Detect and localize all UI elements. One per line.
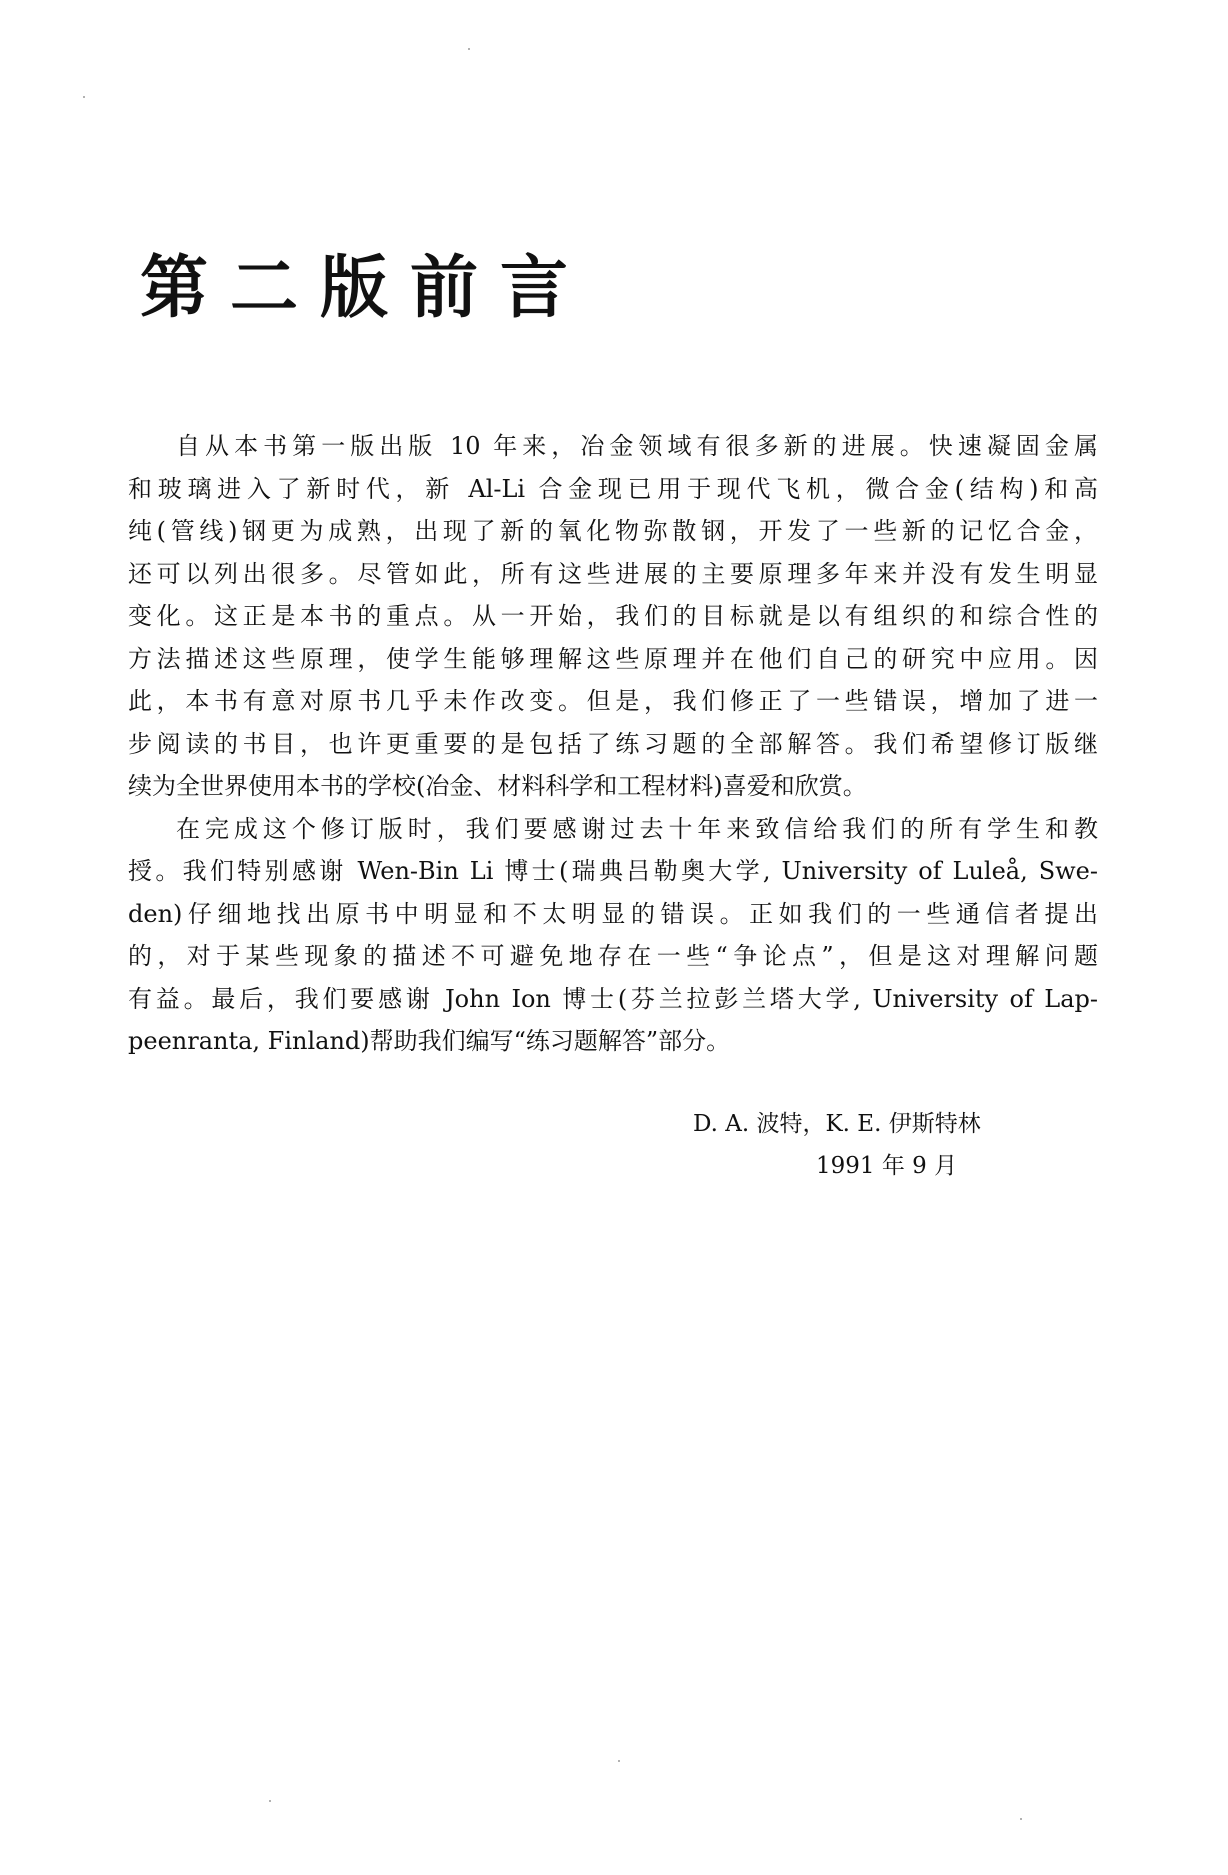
preface-body — [128, 425, 1098, 1063]
scan-speck — [269, 1800, 271, 1802]
scan-speck — [468, 48, 470, 50]
preface-date: 1991 年 9 月 — [816, 1153, 958, 1179]
text-line: 变化。这正是本书的重点。从一开始，我们的目标就是以有组织的和综合性的 — [128, 602, 1098, 630]
text-line: 授。我们特别感谢 Wen-Bin Li 博士(瑞典吕勒奥大学, University of Luleå, Swe- — [128, 857, 1098, 885]
text-line: 纯(管线)钢更为成熟，出现了新的氧化物弥散钢，开发了一些新的记忆合金， — [128, 517, 1098, 545]
text-line: 在完成这个修订版时，我们要感谢过去十年来致信给我们的所有学生和教 — [176, 814, 1098, 843]
text-line: 续为全世界使用本书的学校(冶金、材料科学和工程材料)喜爱和欣赏。 — [128, 772, 867, 800]
text-line: 方法描述这些原理，使学生能够理解这些原理并在他们自己的研究中应用。因 — [128, 644, 1098, 673]
text-line: den)仔细地找出原书中明显和不太明显的错误。正如我们的一些通信者提出 — [128, 899, 1098, 928]
text-line: 的，对于某些现象的描述不可避免地存在一些“争论点”，但是这对理解问题 — [128, 942, 1098, 970]
page-title: 第二版前言 — [140, 249, 591, 328]
paragraph-1 — [128, 425, 1098, 808]
scan-speck — [83, 96, 85, 98]
text-line: peenranta, Finland)帮助我们编写“练习题解答”部分。 — [128, 1027, 731, 1055]
text-line: 还可以列出很多。尽管如此，所有这些进展的主要原理多年来并没有发生明显 — [128, 559, 1098, 588]
scan-speck — [618, 1760, 620, 1762]
text-line: 和玻璃进入了新时代，新 Al-Li 合金现已用于现代飞机，微合金(结构)和高 — [128, 474, 1098, 503]
paragraph-2 — [128, 808, 1098, 1063]
text-line: 有益。最后，我们要感谢 John Ion 博士(芬兰拉彭兰塔大学, University of Lap- — [128, 984, 1098, 1013]
text-line: 自从本书第一版出版 10 年来，冶金领域有很多新的进展。快速凝固金属 — [176, 432, 1098, 460]
author-signature: D. A. 波特，K. E. 伊斯特林 — [693, 1111, 981, 1137]
text-line: 此，本书有意对原书几乎未作改变。但是，我们修正了一些错误，增加了进一 — [128, 687, 1098, 715]
scan-speck — [1020, 1818, 1022, 1820]
text-line: 步阅读的书目，也许更重要的是包括了练习题的全部解答。我们希望修订版继 — [128, 729, 1098, 758]
